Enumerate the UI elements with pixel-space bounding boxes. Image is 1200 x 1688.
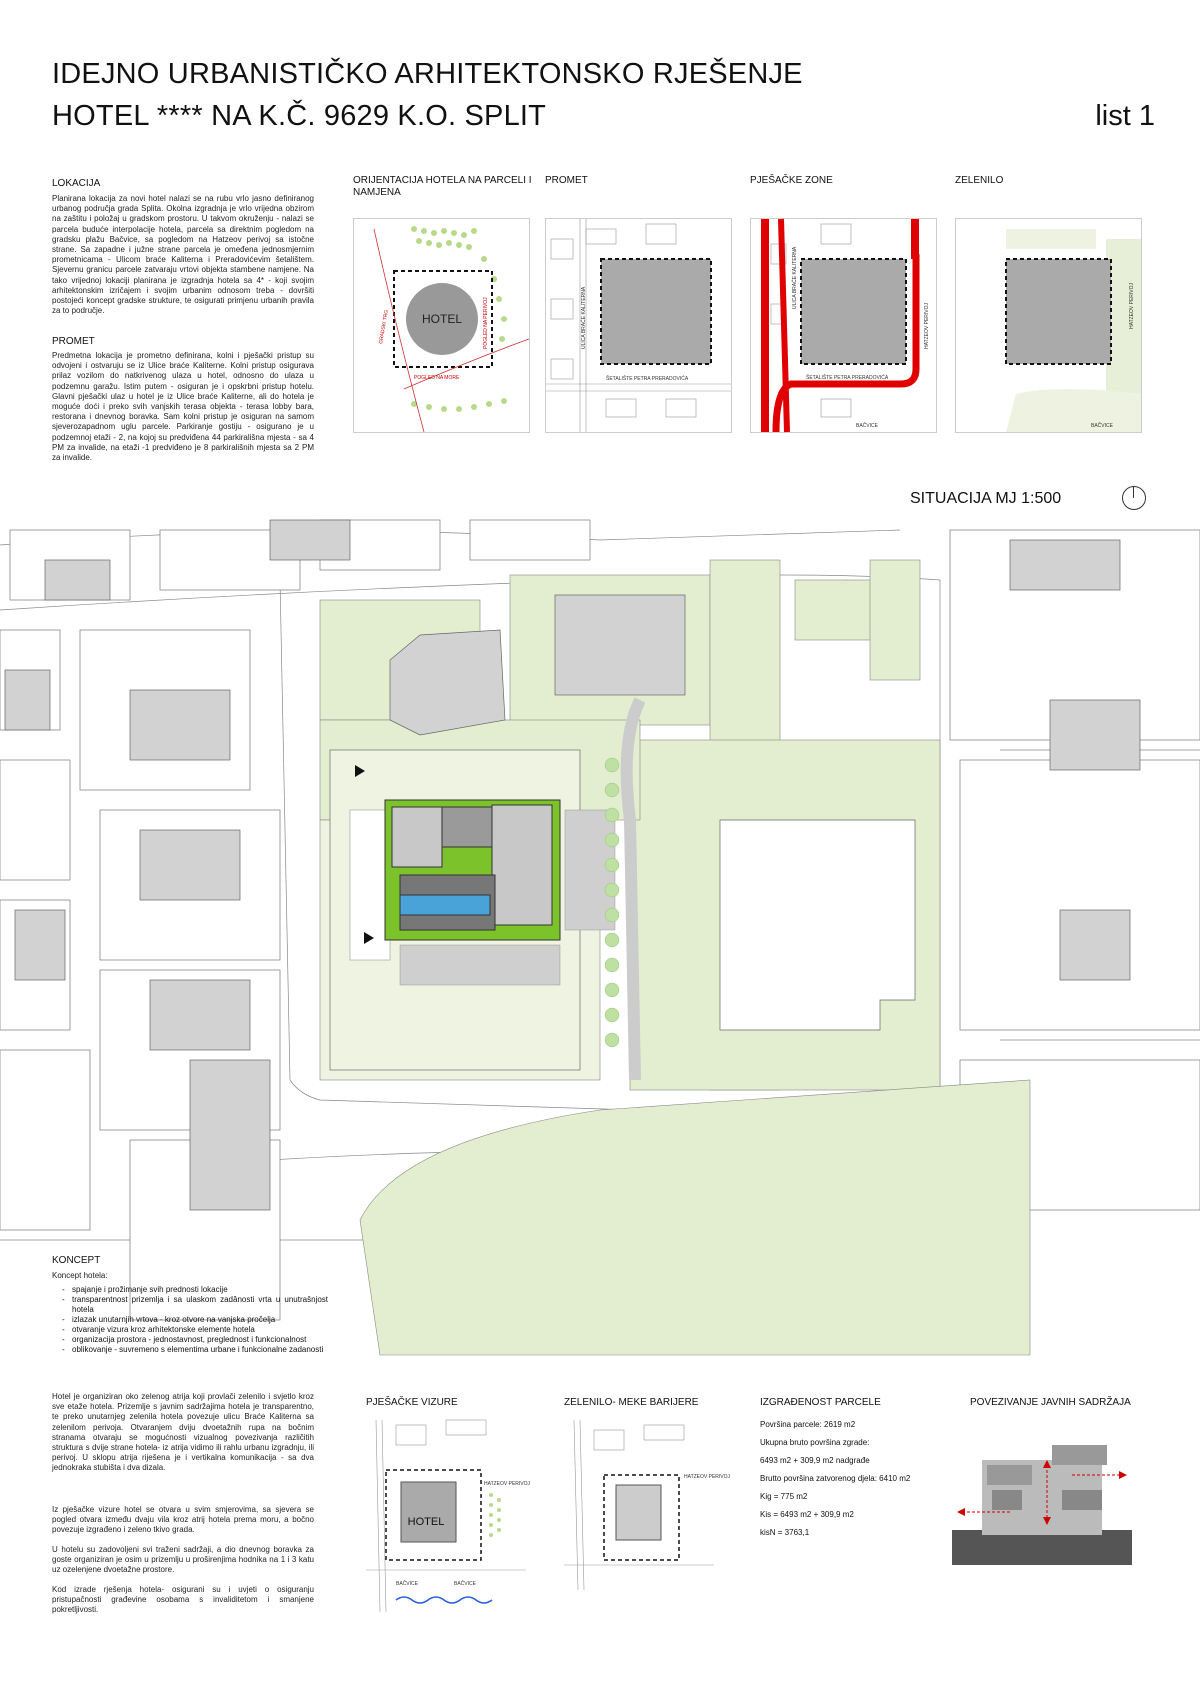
site-plan — [0, 520, 1200, 1355]
koncept-item: - spajanje i prožimanje svih prednosti lokacije — [72, 1285, 328, 1295]
promet-text: Predmetna lokacija je prometno definirana, kolni i pješački pristup su odvojeni i ostvaruju se iz Ulice braće Kaliterne. Kolni pristup osigurava prilaz vozilom do natkrivenog ulaza u hotel, odnosno do ulaza u podzemnu garažu. Istim putem - osiguran je i opskrbni pristup hotelu. Glavni pješački ulaz u hotel je iz Ulice braće Kaliterne, ali do hotela je moguće doći i preko svih vanjskih terasa objekta - terasa lobby bara, restorana i dnevnog boravka. Sam kolni pristup je osiguran na samom sjeverozapadnom uglu parcele. Parkiranje gostiju - osigurano je u podzemnoj etaži - 2, na kojoj su predviđena 44 parkirališna mjesta - sa 4 PM za invalide, na etaži -1 predviđeno je 8 parkirališnih mjesta sa 2 PM za invalide. — [52, 351, 314, 463]
pogled-more-label: POGLED NA MORE — [414, 375, 460, 381]
hatzeov-label-4: HATZEOV PERIVOJ — [684, 1474, 731, 1480]
zelenilo-meke-heading: ZELENILO- MEKE BARIJERE — [564, 1397, 699, 1408]
diagram-promet — [545, 218, 732, 433]
diagram-pjesacke — [750, 218, 937, 433]
lokacija-heading: LOKACIJA — [52, 178, 101, 189]
koncept-p3: U hotelu su zadovoljeni svi traženi sadržaji, a dio dnevnog boravka za goste organiziran je osim u prizemlju u proširenjima hodnika na 1 i 3 katu uz ozelenjene dvoetažne prostore. — [52, 1545, 314, 1575]
diagram-zelenilo — [955, 218, 1142, 433]
pogled-perivoj-label: POGLED NA PERIVOJ — [483, 297, 489, 349]
diagram-pjesacke-vizure — [366, 1420, 531, 1612]
diagram-povezivanje — [952, 1440, 1132, 1565]
koncept-item: - transparentnost prizemlja i sa ulaskom zadânosti vrta u unutrašnjost hotela — [72, 1295, 328, 1315]
izgradenost-line: kisN = 3763,1 — [760, 1528, 810, 1537]
izgradenost-line: Brutto površina zatvorenog djela: 6410 m2 — [760, 1474, 911, 1483]
hotel-label-2: HOTEL — [407, 1516, 445, 1528]
promet-heading: PROMET — [52, 336, 95, 347]
bacvice-label-2: BAČVICE — [1091, 423, 1113, 429]
north-arrow-icon — [1122, 486, 1146, 510]
bacvice-label: BAČVICE — [856, 423, 878, 429]
title-line-1: IDEJNO URBANISTIČKO ARHITEKTONSKO RJEŠENJE — [52, 58, 803, 90]
diagram-orijentacija-heading: ORIJENTACIJA HOTELA NA PARCELI I NAMJENA — [353, 175, 532, 198]
diagram-zelenilo-heading: ZELENILO — [955, 175, 1004, 186]
izgradenost-line: Kig = 775 m2 — [760, 1492, 808, 1501]
lokacija-text: Planirana lokacija za novi hotel nalazi se na rubu vrlo jasno definiranog urbanog područja grada Splita. Okolna izgradnja je vrlo vrijedna obzirom na zaštitu i položaj u gradskom prostoru. U takvom okruženju - nalazi se parcela buduće interpolacije hotela, parcela sa direktnim pogledom na gradsku plažu Bačvice, sa pogledom na Hatzeov perivoj sa istočne strane. Sa zapadne i južne strane parcela je omeđena jednosmjernim prometnicama - Ulicom braće Kaliterna i Preradovićevim šetalištem. Sjevernu granicu parcele zatvaraju vrtovi objekta stambene namjene. Na tako vrijednoj lokaciji planirana je izgradnja hotela sa 4* - koji svojim arhitektonskim izričajem i svojim urbanim odnosom treba - dovršiti postojeći koncept gradske strukture, te osigurati primjenu urbanih pravila za to područje. — [52, 194, 314, 316]
diagram-zelenilo-meke — [564, 1420, 731, 1590]
izgradenost-heading: IZGRAĐENOST PARCELE — [760, 1397, 881, 1408]
koncept-list — [58, 1285, 328, 1355]
situacija-label: SITUACIJA MJ 1:500 — [910, 490, 1062, 507]
preradovica-label-2: ŠETALIŠTE PETRA PRERADOVIĆA — [806, 375, 889, 381]
izgradenost-line: Kis = 6493 m2 + 309,9 m2 — [760, 1510, 854, 1519]
diagram-orijentacija — [353, 218, 530, 433]
koncept-sub: Koncept hotela: — [52, 1271, 108, 1280]
hatzeov-label-3: HATZEOV PERIVOJ — [484, 1481, 531, 1487]
hotel-label: HOTEL — [421, 312, 463, 326]
koncept-item: - otvaranje vizura kroz arhitektonske elemente hotela — [72, 1325, 328, 1335]
koncept-item: - organizacija prostora - jednostavnost, preglednost i funkcionalnost — [72, 1335, 328, 1345]
kaliterna-label: ULICA BRAĆE KALITERNA — [581, 286, 587, 349]
koncept-p2: Iz pješačke vizure hotel se otvara u svim smjerovima, sa sjevera se pogled otvara između dvaju vila kroz atrij hotela prema moru, a bočno povezuje izgrađeno i zeleno tkivo grada. — [52, 1505, 314, 1535]
povezivanje-heading: POVEZIVANJE JAVNIH SADRŽAJA — [970, 1397, 1131, 1408]
koncept-p4: Kod izrade rješenja hotela- osigurani su i uvjeti o osiguranju pristupačnosti građevine osobama s invaliditetom i smanjene pokretljivosti. — [52, 1585, 314, 1615]
koncept-item: - oblikovanje - suvremeno s elementima urbane i funkcionalne zadanosti — [72, 1345, 328, 1355]
preradovica-label: ŠETALIŠTE PETRA PRERADOVIĆA — [606, 376, 689, 382]
izgradenost-line: Površina parcele: 2619 m2 — [760, 1420, 856, 1429]
kaliterna-label-2: ULICA BRAĆE KALITERNA — [792, 246, 798, 309]
diagram-pjesacke-heading: PJEŠAČKE ZONE — [750, 175, 833, 186]
sheet-number: list 1 — [1095, 100, 1155, 132]
diagram-promet-heading: PROMET — [545, 175, 588, 186]
koncept-heading: KONCEPT — [52, 1255, 101, 1266]
hatzeov-label: HATZEOV PERIVOJ — [924, 302, 930, 349]
koncept-item: - izlazak unutarnjih vrtova - kroz otvore na vanjska pročelja — [72, 1315, 328, 1325]
title-line-2: HOTEL **** NA K.Č. 9629 K.O. SPLIT — [52, 100, 547, 132]
gradski-trg-label: GRADSKI TRG — [378, 309, 390, 345]
koncept-p1: Hotel je organiziran oko zelenog atrija koji provlači zelenilo i svjetlo kroz sve etaže hotela. Prizemlje s javnim sadržajima hotela je transparentno, te preko unutarnjeg zelenila hotela povezuje ulicu Braće Kaliterna sa zelenilom perivoja. Otvaranjem dviju dvoetažnih rupa na bočnim stranama otvaraju se mogućnosti vizualnog povezivanja različitih struktura s dvije strane hotela- iz atrija vidimo ili rahlu urbanu izgradnju, ili perivoj. U sklopu atrija riješena je i vertikalna komunikacija - sa dva jednokraka stubišta i dva dizala. — [52, 1392, 314, 1473]
bacvice-label-3: BAČVICE — [396, 1581, 418, 1587]
bacvice-label-4: BAČVICE — [454, 1581, 476, 1587]
hatzeov-label-2: HATZEOV PERIVOJ — [1129, 282, 1135, 329]
izgradenost-line: 6493 m2 + 309,9 m2 nadgrađe — [760, 1456, 870, 1465]
izgradenost-line: Ukupna bruto površina zgrade: — [760, 1438, 870, 1447]
pjesacke-vizure-heading: PJEŠAČKE VIZURE — [366, 1397, 458, 1408]
